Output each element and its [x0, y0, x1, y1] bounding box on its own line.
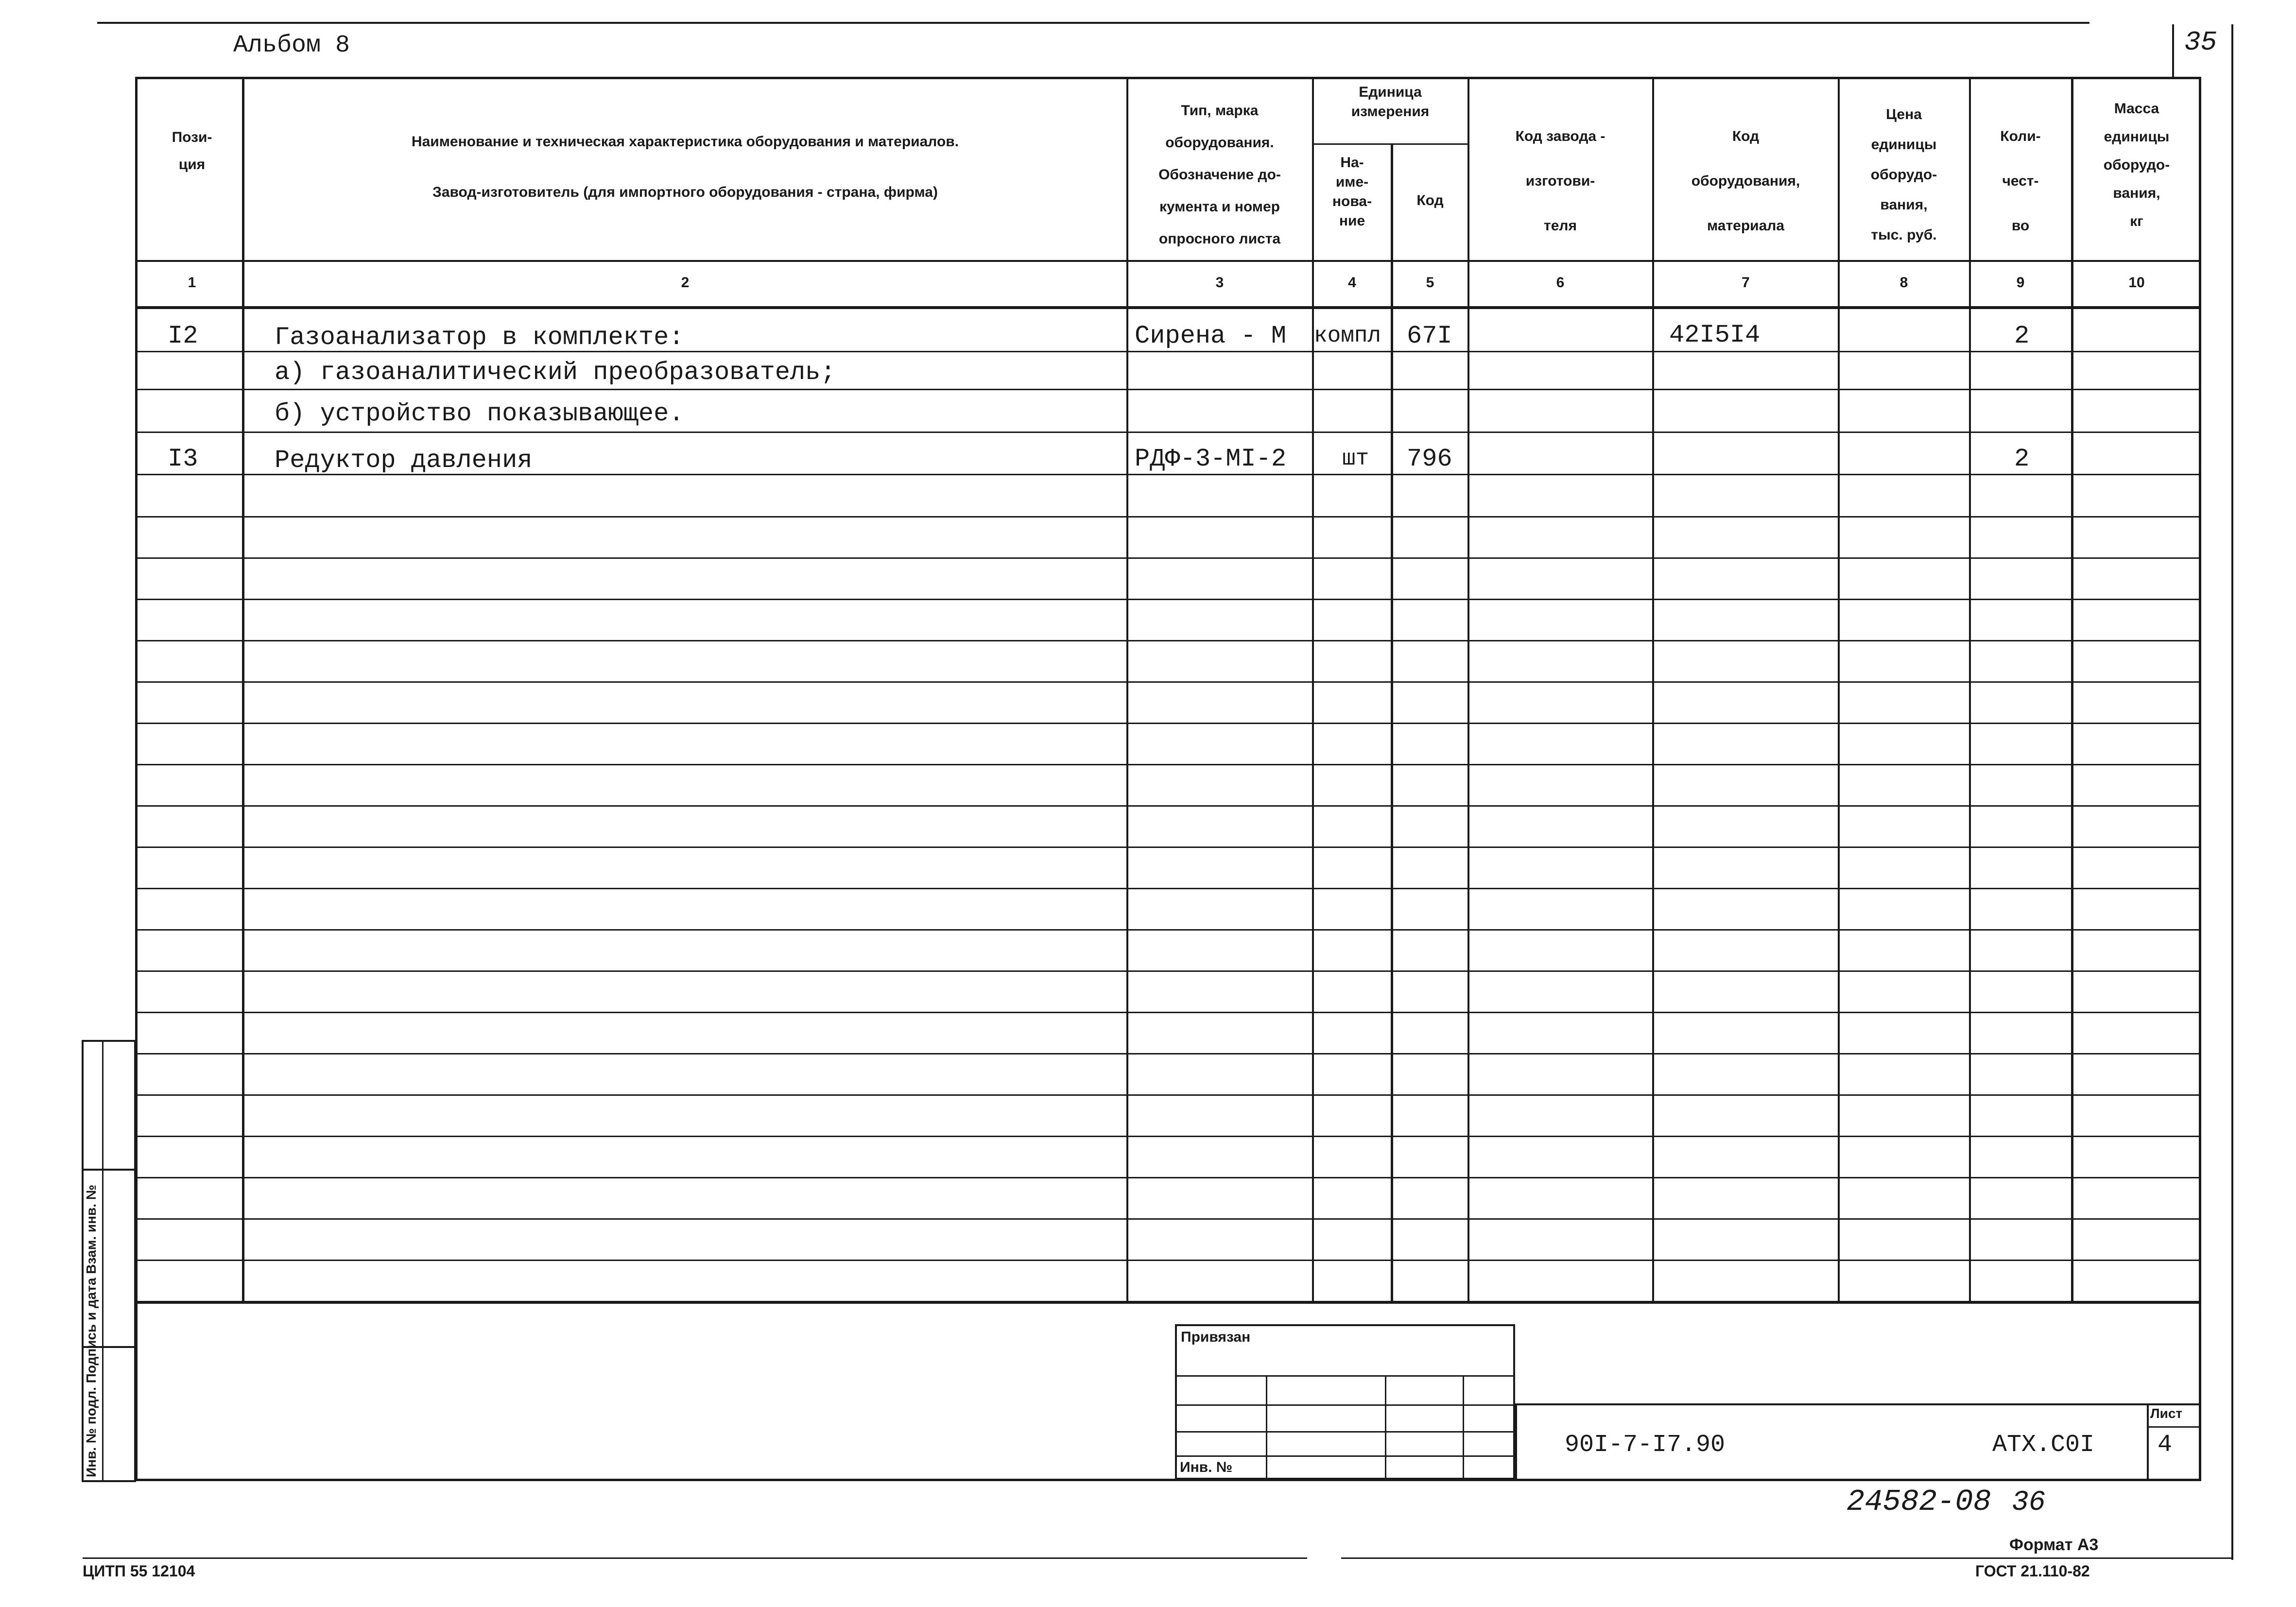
col-10-title: Масса единицы оборудо- вания, кг: [2103, 101, 2170, 229]
format-label: Формат А3: [2009, 1536, 2099, 1554]
table-row-line: [135, 1012, 2201, 1013]
document-mark: АТХ.С0I: [1992, 1431, 2095, 1459]
bound-line-2: [1175, 1404, 1515, 1406]
col-line-1: [242, 77, 244, 1301]
row-4-quantity: 2: [2014, 445, 2030, 473]
col-line-9: [2071, 77, 2073, 1301]
table-row-line: [135, 847, 2201, 848]
table-row-line: [135, 764, 2201, 765]
column-number-divider: [135, 306, 2201, 309]
inventory-label: Инв. №: [1180, 1459, 1233, 1475]
table-row-line: [135, 640, 2201, 641]
row-2-name: а) газоаналитический преобразователь;: [275, 358, 836, 387]
table-row-line: [135, 1260, 2201, 1261]
col-2-title: Наименование и техническая характеристика оборудования и материалов. Завод-изготовитель (для импортного оборудования - страна, фирма): [411, 134, 959, 200]
gost-label: ГОСТ 21.110-82: [1975, 1562, 2090, 1580]
table-row-line: [135, 1301, 2201, 1304]
col-line-5: [1467, 77, 1469, 1301]
header-divider: [135, 260, 2201, 262]
table-row-line: [135, 1094, 2201, 1096]
title-left-line: [1515, 1403, 1517, 1481]
sheet-number: 4: [2158, 1431, 2173, 1459]
table-row-line: [135, 516, 2201, 518]
bound-label: Привязан: [1181, 1329, 1251, 1345]
row-4-name: Редуктор давления: [275, 446, 533, 475]
row-1-name: Газоанализатор в комплекте:: [275, 323, 684, 352]
table-row-line: [135, 599, 2201, 600]
handwritten-code: 24582-08: [1847, 1485, 1991, 1519]
row-1-equipment-code: 42I5I4: [1669, 321, 1761, 349]
row-3-name: б) устройство показывающее.: [275, 399, 684, 428]
table-row-line: [135, 888, 2201, 889]
left-footer-code: ЦИТП 55 12104: [83, 1562, 195, 1580]
unit-group-title: Единица измерения: [1351, 84, 1430, 120]
col-line-6: [1652, 77, 1654, 1301]
col-10-number: 10: [2128, 275, 2145, 291]
col-3-title: Тип, марка оборудования. Обозначение до- кумента и номер опросного листа: [1158, 103, 1281, 247]
table-row-line: [135, 389, 2201, 390]
row-1-type: Сирена - М: [1135, 322, 1287, 350]
col-5-title: Код: [1416, 192, 1444, 208]
side-stamp-divider: [102, 1040, 104, 1482]
table-row-line: [135, 1177, 2201, 1178]
col-7-number: 7: [1742, 275, 1750, 291]
album-label: Альбом 8: [233, 32, 350, 59]
page-number-divider: [2172, 24, 2174, 78]
top-rule: [97, 22, 2089, 24]
col-9-number: 9: [2016, 275, 2025, 291]
sheet-box-divider: [2147, 1426, 2201, 1428]
col-2-number: 2: [681, 275, 690, 291]
col-line-7: [1838, 77, 1840, 1301]
row-1-code: 67I: [1407, 322, 1452, 350]
right-frame-edge: [2231, 24, 2233, 1560]
document-code: 90I-7-I7.90: [1565, 1431, 1726, 1459]
col-line-2: [1126, 77, 1128, 1301]
row-4-position: I3: [168, 445, 198, 473]
col-6-title: Код завода - изготови- теля: [1515, 128, 1605, 234]
col-1-number: 1: [188, 275, 196, 291]
table-row-line: [135, 681, 2201, 683]
col-6-number: 6: [1556, 275, 1565, 291]
table-row-line: [135, 929, 2201, 931]
row-4-code: 796: [1407, 445, 1452, 473]
page-number: 35: [2184, 27, 2217, 58]
table-row-line: [135, 432, 2201, 433]
table-row-line: [135, 970, 2201, 972]
col-line-3: [1312, 77, 1314, 1301]
col-8-number: 8: [1899, 275, 1908, 291]
bound-line-3: [1175, 1431, 1515, 1433]
handwritten-page: 36: [2012, 1487, 2046, 1519]
footer-rule-left: [83, 1557, 1307, 1559]
col-7-title: Код оборудования, материала: [1691, 128, 1800, 234]
row-1-quantity: 2: [2014, 322, 2030, 350]
col-9-title: Коли- чест- во: [2000, 128, 2041, 234]
table-row-line: [135, 723, 2201, 724]
col-line-8: [1969, 77, 1971, 1301]
sheet-label: Лист: [2150, 1406, 2183, 1421]
table-row-line: [135, 557, 2201, 559]
bound-line-1: [1175, 1375, 1515, 1377]
footer-rule-right: [1341, 1557, 2231, 1559]
bound-col-2: [1385, 1375, 1386, 1480]
bound-col-1: [1266, 1375, 1267, 1480]
side-stamp-text: Инв. № подл. Подпись и дата Взам. инв. №: [84, 1184, 99, 1477]
col-8-title: Цена единицы оборудо- вания, тыс. руб.: [1870, 106, 1937, 243]
col-3-number: 3: [1215, 275, 1224, 291]
unit-group-divider: [1312, 143, 1467, 145]
title-top-line: [1515, 1403, 2201, 1405]
col-5-number: 5: [1426, 275, 1434, 291]
table-row-line: [135, 1053, 2201, 1054]
side-stamp-line-1: [82, 1169, 136, 1171]
bound-col-3: [1463, 1375, 1464, 1480]
row-4-type: РДФ-3-МI-2: [1135, 445, 1287, 473]
row-1-unit: компл: [1314, 323, 1381, 348]
table-row-line: [135, 1136, 2201, 1137]
col-4-number: 4: [1348, 275, 1356, 291]
table-row-line: [135, 805, 2201, 807]
col-1-title: Пози- ция: [172, 129, 212, 173]
row-4-unit: шт: [1342, 446, 1369, 471]
table-row-line: [135, 1218, 2201, 1220]
bound-line-4: [1175, 1455, 1515, 1457]
row-1-position: I2: [168, 322, 198, 350]
col-4-title: На- име- нова- ние: [1332, 155, 1372, 229]
